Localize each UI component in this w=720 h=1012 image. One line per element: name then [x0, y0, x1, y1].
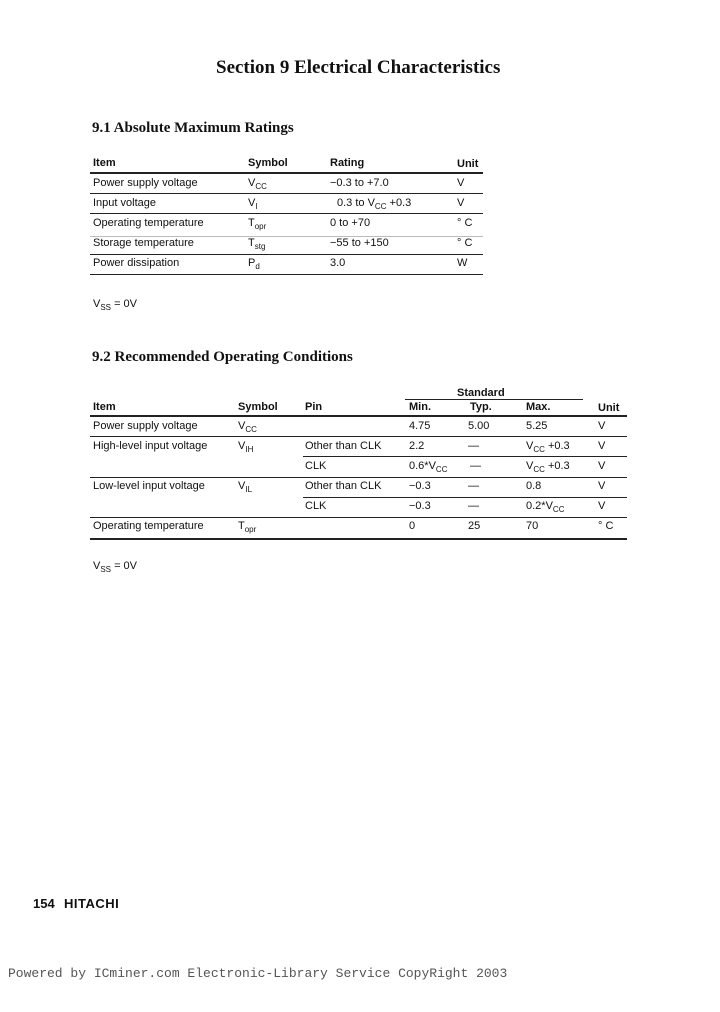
col-item-header: Item: [93, 401, 116, 413]
row-item: Power dissipation: [93, 257, 180, 269]
row-item: Storage temperature: [93, 237, 194, 249]
col-min-header: Min.: [409, 401, 431, 413]
row-typ: —: [468, 440, 479, 452]
row-pin: CLK: [305, 460, 327, 472]
row-item: Low-level input voltage: [93, 480, 205, 492]
row-pin: Other than CLK: [305, 440, 382, 452]
row-divider: [90, 517, 627, 518]
row-unit: ° C: [457, 217, 473, 229]
row-typ: —: [468, 480, 479, 492]
row-symbol: $V_{CC}$: [238, 420, 257, 434]
row-rating: 3.0: [330, 257, 346, 269]
row-min: −0.3: [409, 500, 431, 512]
row-symbol: $V_I$: [248, 197, 258, 211]
row-divider: [303, 497, 627, 498]
col-pin-header: Pin: [305, 401, 323, 413]
rec-op-heading: 9.2 Recommended Operating Conditions: [92, 349, 353, 365]
vss-note: $V_{SS} = 0V$: [93, 298, 138, 312]
row-max: 5.25: [526, 420, 548, 432]
row-pin: Other than CLK: [305, 480, 382, 492]
standard-rule: [405, 399, 583, 400]
vss-note: $V_{SS} = 0V$: [93, 560, 138, 574]
row-unit: W: [457, 257, 468, 269]
brand-logo: HITACHI: [64, 896, 120, 911]
row-unit: V: [598, 420, 606, 432]
row-unit: ° C: [457, 237, 473, 249]
table-rule: [90, 415, 627, 417]
row-rating: 0.3 to $V_{CC} +0.3$: [337, 197, 412, 211]
col-item-header: Item: [93, 157, 116, 169]
row-min: 2.2: [409, 440, 425, 452]
row-unit: V: [457, 177, 465, 189]
row-pin: CLK: [305, 500, 327, 512]
row-typ: 25: [468, 520, 481, 532]
table-rule: [90, 274, 483, 275]
section-title: Section 9 Electrical Characteristics: [216, 57, 501, 78]
row-rating: −55 to +150: [330, 237, 389, 249]
row-divider: [303, 456, 627, 457]
row-rating: −0.3 to +7.0: [330, 177, 389, 189]
row-min: 0: [409, 520, 416, 532]
abs-max-heading: 9.1 Absolute Maximum Ratings: [92, 120, 294, 136]
row-unit: ° C: [598, 520, 614, 532]
powered-by-line: Powered by ICminer.com Electronic-Library Service CopyRight 2003: [8, 966, 508, 981]
row-symbol: $T_{opr}$: [238, 520, 257, 534]
row-divider: [90, 213, 483, 214]
row-item: Input voltage: [93, 197, 156, 209]
row-item: Operating temperature: [93, 520, 204, 532]
table-rule: [90, 538, 627, 540]
col-rating-header: Rating: [330, 157, 365, 169]
row-symbol: $P_d$: [248, 257, 260, 271]
row-symbol: $T_{opr}$: [248, 217, 267, 231]
row-unit: V: [457, 197, 465, 209]
row-min: −0.3: [409, 480, 431, 492]
col-unit-header: Unit: [457, 158, 479, 170]
row-symbol: $V_{IL}$: [238, 480, 253, 494]
row-symbol: $V_{CC}$: [248, 177, 267, 191]
row-typ: —: [468, 500, 479, 512]
row-min: $0.6*V_{CC}$: [409, 460, 448, 474]
col-symbol-header: Symbol: [248, 157, 288, 169]
row-symbol: $T_{stg}$: [248, 237, 266, 251]
col-unit-header: Unit: [598, 402, 620, 414]
row-divider: [90, 477, 627, 478]
row-rating: 0 to +70: [330, 217, 371, 229]
row-unit: V: [598, 480, 606, 492]
row-item: High-level input voltage: [93, 440, 208, 452]
row-item: Power supply voltage: [93, 177, 198, 189]
page-number: 154: [33, 896, 55, 911]
row-item: Power supply voltage: [93, 420, 198, 432]
row-item: Operating temperature: [93, 217, 204, 229]
row-unit: V: [598, 440, 606, 452]
row-max: $V_{CC} +0.3$: [526, 440, 570, 454]
row-divider: [90, 436, 627, 437]
row-unit: V: [598, 460, 606, 472]
col-symbol-header: Symbol: [238, 401, 278, 413]
row-min: 4.75: [409, 420, 431, 432]
table-rule: [90, 172, 483, 174]
row-max: 70: [526, 520, 539, 532]
row-symbol: $V_{IH}$: [238, 440, 254, 454]
row-divider: [90, 254, 483, 255]
standard-header: Standard: [457, 387, 505, 399]
row-divider: [90, 193, 483, 194]
col-typ-header: Typ.: [470, 401, 492, 413]
row-typ: 5.00: [468, 420, 490, 432]
row-max: $V_{CC} +0.3$: [526, 460, 570, 474]
col-max-header: Max.: [526, 401, 551, 413]
row-max: $0.2*V_{CC}$: [526, 500, 565, 514]
row-unit: V: [598, 500, 606, 512]
row-typ: —: [470, 460, 481, 472]
row-max: 0.8: [526, 480, 542, 492]
